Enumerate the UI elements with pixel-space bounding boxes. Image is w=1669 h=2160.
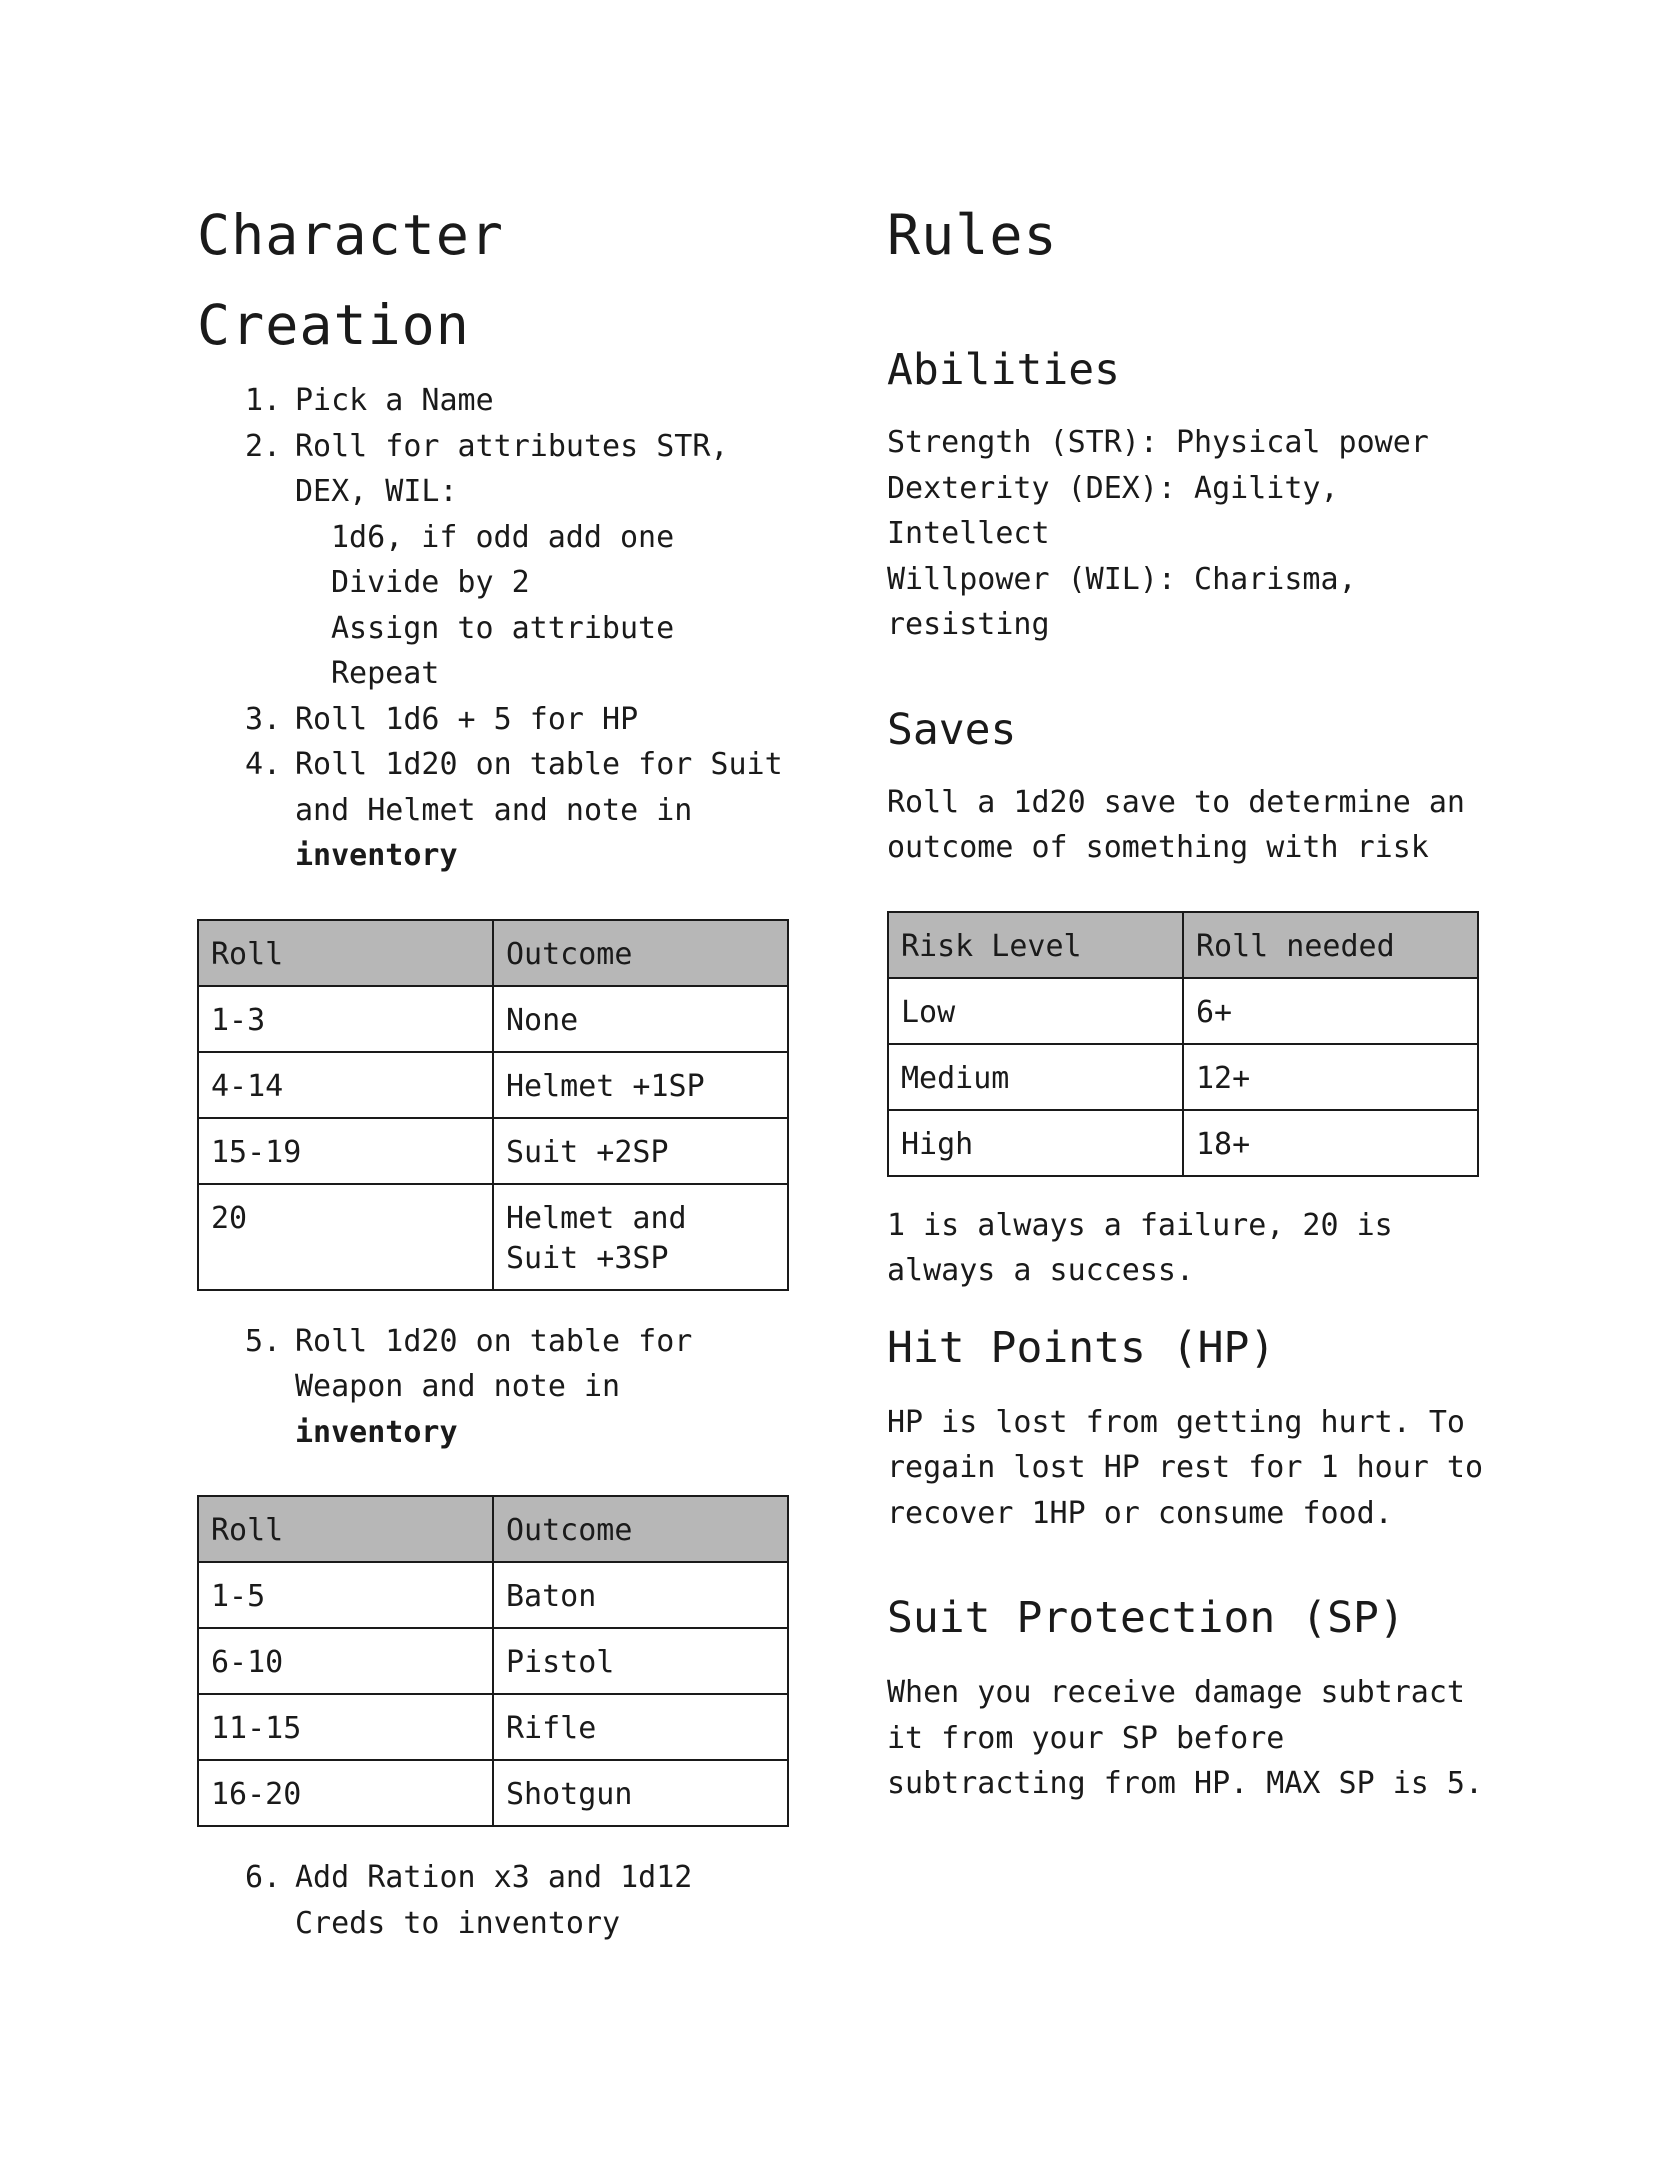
table-header-row — [198, 920, 788, 986]
table-row — [198, 1628, 788, 1694]
step-text: Roll 1d6 + 5 for HP — [295, 701, 639, 737]
sp-text: When you receive damage subtract it from your SP before subtracting from HP. MAX SP is 5. — [887, 1675, 1484, 1801]
steps-list-a — [197, 378, 797, 879]
ability-line: Dexterity (DEX): Agility, Intellect — [887, 470, 1357, 551]
step-number: 2. — [245, 428, 282, 464]
table-row — [198, 1562, 788, 1628]
step-3 — [197, 697, 799, 743]
step-6 — [197, 1855, 799, 1946]
step-text: Pick a Name — [295, 383, 494, 418]
table-cell: 1-3 — [198, 986, 493, 1052]
step-number: 3. — [245, 701, 282, 737]
sp-heading: Suit Protection (SP) — [887, 1593, 1405, 1643]
table-cell: None — [493, 986, 788, 1052]
ability-line: Strength (STR): Physical power — [887, 425, 1429, 460]
step-text: Add Ration x3 and 1d12 Creds to inventory — [295, 1860, 693, 1941]
step-number: 6. — [245, 1860, 282, 1895]
table-row — [198, 986, 788, 1052]
table-cell: Helmet +1SP — [493, 1052, 788, 1118]
saves-note: 1 is always a failure, 20 is always a success. — [887, 1207, 1411, 1288]
saves-heading: Saves — [887, 704, 1017, 755]
suit-helmet-table — [197, 919, 789, 1291]
rules-title: Rules — [887, 203, 1058, 267]
weapon-table — [197, 1495, 789, 1827]
table-row — [198, 1052, 788, 1118]
step-5 — [197, 1319, 799, 1456]
step-bold-word: inventory — [295, 1414, 458, 1450]
table-row — [198, 1184, 788, 1290]
table-header-cell: Roll needed — [1183, 912, 1478, 978]
table-row — [888, 1110, 1478, 1176]
table-cell: 4-14 — [198, 1052, 493, 1118]
table-cell: 12+ — [1183, 1044, 1478, 1110]
hp-heading: Hit Points (HP) — [887, 1322, 1276, 1373]
table-cell: 1-5 — [198, 1562, 493, 1628]
step-1 — [197, 378, 799, 424]
table-cell: 20 — [198, 1184, 493, 1290]
table-cell: Medium — [888, 1044, 1183, 1110]
step-4 — [197, 742, 799, 879]
table-header-cell: Roll — [198, 920, 493, 986]
step-text: Roll 1d20 on table for Suit and Helmet and note in — [295, 747, 783, 828]
table-cell: Low — [888, 978, 1183, 1044]
steps-list-b — [197, 1319, 797, 1456]
step-text: Roll for attributes STR, DEX, WIL: — [295, 428, 729, 509]
step-2 — [197, 424, 799, 697]
table-cell: Baton — [493, 1562, 788, 1628]
table-cell: 11-15 — [198, 1694, 493, 1760]
substep: Divide by 2 — [331, 565, 530, 600]
character-creation-column — [197, 190, 797, 1946]
table-cell: 6-10 — [198, 1628, 493, 1694]
ability-line: Willpower (WIL): Charisma, resisting — [887, 561, 1375, 642]
step-number: 1. — [245, 383, 282, 418]
abilities-heading: Abilities — [887, 345, 1120, 395]
table-header-cell: Roll — [198, 1496, 493, 1562]
table-cell: 6+ — [1183, 978, 1478, 1044]
table-row — [198, 1118, 788, 1184]
table-cell: 16-20 — [198, 1760, 493, 1826]
table-cell: High — [888, 1110, 1183, 1176]
table-row — [198, 1760, 788, 1826]
steps-list-c — [197, 1855, 797, 1946]
character-creation-title: Character Creation — [197, 203, 505, 357]
table-cell: Shotgun — [493, 1760, 788, 1826]
saves-text: Roll a 1d20 save to determine an outcome of something with risk — [887, 784, 1484, 865]
step-text: Roll 1d20 on table for Weapon and note in — [295, 1323, 693, 1404]
abilities-text — [887, 420, 1497, 648]
table-cell: 15-19 — [198, 1118, 493, 1184]
table-cell: Suit +2SP — [493, 1118, 788, 1184]
step-number: 4. — [245, 747, 282, 782]
table-cell: 18+ — [1183, 1110, 1478, 1176]
hp-text: HP is lost from getting hurt. To regain lost HP rest for 1 hour to recover 1HP or consume food. — [887, 1404, 1502, 1531]
substep: 1d6, if odd add one — [331, 519, 675, 555]
table-row — [198, 1694, 788, 1760]
table-header-cell: Outcome — [493, 1496, 788, 1562]
substep: Repeat — [331, 656, 440, 691]
table-header-cell: Risk Level — [888, 912, 1183, 978]
step-bold-word: inventory — [295, 838, 458, 873]
rules-column — [887, 190, 1502, 1807]
table-cell: Rifle — [493, 1694, 788, 1760]
table-row — [888, 1044, 1478, 1110]
table-header-row — [888, 912, 1478, 978]
table-row — [888, 978, 1478, 1044]
table-header-row — [198, 1496, 788, 1562]
risk-table — [887, 911, 1479, 1177]
table-header-cell: Outcome — [493, 920, 788, 986]
table-cell: Pistol — [493, 1628, 788, 1694]
substep: Assign to attribute — [331, 610, 675, 646]
step-number: 5. — [245, 1323, 282, 1359]
table-cell: Helmet and Suit +3SP — [493, 1184, 788, 1290]
